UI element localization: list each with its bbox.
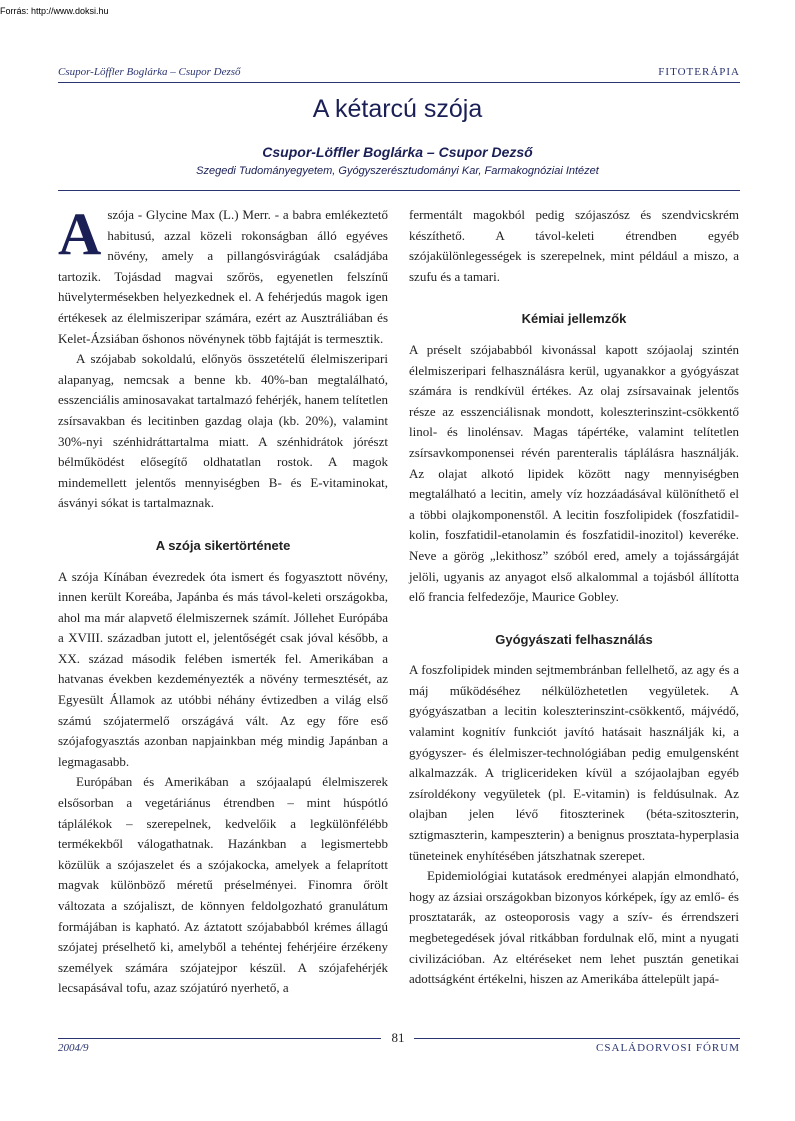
- paragraph: A szója Kínában évezredek óta ismert és fogyasztott növény, innen került Koreába, Japánba és más távol-keleti országokba, ahol ma már alapvető élelmiszernek számít. Jóllehet Európába a XVIII. században jutott el, jelentőségét csak jóval később, a XX. század második felében ismerték fel. Amerikában a hatvanas években kezdeményezték a növény termesztését, az Egyesült Államok az utóbbi néhány évtizedben a világ első számú szójatermelő országává vált. Az egy főre eső szójafogyasztás azonban napjainkban még mindig Japánban a legmagasabb.: [58, 568, 388, 769]
- running-header: [58, 64, 740, 83]
- footer-divider-right: [414, 1038, 740, 1039]
- header-authors: Csupor-Löffler Boglárka – Csupor Dezső: [58, 66, 241, 78]
- left-column: [58, 201, 388, 999]
- page-number: 81: [391, 1030, 405, 1045]
- paragraph: A szójabab sokoldalú, előnyös összetételű élelmiszeripari alapanyag, nemcsak a benne kb. 40%-ban megtalálható, esszenciális aminosavakat tartalmazó fehérjék, hanem telítetlen zsírsavakban és lecitinben gazdag olaja (kb. 20%), valamint 30%-nyi szénhidráttartalma miatt. A szénhidrátok jórészt bélműködést elősegítő oldhatatlan rostok. A magok mindemellett jelentős mennyiségben B- és E-vitaminokat, ásványi sókat is tartalmaznak.: [58, 351, 388, 511]
- footer-issue-date: 2004/9: [58, 1042, 89, 1054]
- paragraph: A préselt szójababból kivonással kapott szójaolaj szintén élelmiszeripari felhasználásra kerül, ugyanakkor a gyógyászat számára is rendkívül értékes. Az olaj zsírsavainak jelentős része az esszenciálisnak mondott, koleszterinszint-csökkentő linol- és linolénsav. Magas tápértéke, valamint telítetlen zsírsavkomponensei révén parenteralis táplálásra használják. Az olajat alkotó lipidek között nagy mennyiségben megtalálható a lecitin, amely víz hozzáadásával különíthető el a többi olajkomponenstől. A lecitin foszfolipidek (foszfatidil-kolin, foszfatidil-etanolamin és foszfatidil-inozitol) keveréke. Neve a görög „lekithosz” szóból ered, amely a tojássárgáját jelöli, ugyanis az anyagot első alkalommal a tojásból állította elő francia felfedezője, Maurice Gobley.: [409, 341, 739, 605]
- article-title: A kétarcú szója: [312, 95, 483, 123]
- source-note: Forrás: http://www.doksi.hu: [0, 6, 109, 16]
- header-section: FITOTERÁPIA: [658, 66, 740, 78]
- title-divider: [58, 190, 740, 191]
- article-byline: Csupor-Löffler Boglárka – Csupor Dezső: [262, 144, 533, 160]
- section-heading-history: A szója sikertörténete: [155, 537, 291, 553]
- section-heading-medical-use: Gyógyászati felhasználás: [495, 631, 653, 647]
- paragraph: Epidemiológiai kutatások eredményei alapján elmondható, hogy az ázsiai országokban bizonyos kórképek, így az emlő- és prosztatarák, az osteoporosis vagy a szív- és érrendszeri megbetegedések jóval ritkábban fordulnak elő, mint a nyugati civilizációban. Az eltéréseket nem lehet pusztán genetikai adottságként értékelni, hiszen az Amerikába áttelepült japá-: [409, 868, 739, 987]
- paragraph: A foszfolipidek minden sejtmembránban fellelhető, az agy és a máj működéséhez nélkülözhetetlen vegyületek. A gyógyászatban a lecitin koleszterinszint-csökkentő, májvédő, valamint kognitív funkciót javító hatásait használják ki, a gyógyszer- és élelmiszer-technológiában pedig emulgensként alkalmazzák. A triglicerideken kívül a szójaolajban egyéb zsíroldékony vegyületek (pl. E-vitamin) is feldúsulnak. Az olajban jelen lévő fitoszterinek (béta-szitoszterin, sztigmaszterin, kampeszterin) a benignus prosztata-hyperplasia tüneteinek enyhítésében játszhatnak szerepet.: [409, 662, 739, 863]
- footer-journal-name: CSALÁDORVOSI FÓRUM: [596, 1042, 740, 1054]
- intro-text: szója - Glycine Max (L.) Merr. - a babra emlékeztető habitusú, azzal közeli rokonságban álló egyéves növény, amely a pillangósvirágúak családjába tartozik. Tojásdad magvai szőrös, egyenetlen felszínű hüvelytermésekben helyezkednek el. A fehérjedús magok igen értékesek az élelmiszeripar számára, ezért az Ausztráliában és Kelet-Ázsiában őshonos növénynek több fajtáját is termesztik.: [58, 207, 388, 346]
- intro-paragraph: [58, 201, 388, 349]
- right-column: [409, 205, 739, 990]
- paragraph: Európában és Amerikában a szójaalapú élelmiszerek elsősorban a vegetáriánus étrendben – mint húspótló táplálékok – szerepelnek, kedvelőik a legkülönfélébb termékekből válogathatnak. Hazánkban a legismertebb közülük a szójaszelet és a szójakocka, amelyek a felaprított magvak különböző méretű préselményei. Finomra őrölt változata a szójaliszt, de könnyen feldolgozható granulátum formájában is kapható. Az áztatott szójababból krémes állagú szójatej préselhető ki, amelyből a tehéntej fehérjéire érzékeny személyek számára szójatejpor készül. A szójafehérjék lecsapásával tofu, azaz szójatúró nyerhető, a: [58, 774, 388, 996]
- paragraph: fermentált magokból pedig szójaszósz és szendvicskrém készíthető. A távol-keleti étrendben egyéb szójakülönlegességek is szerepelnek, mint például a miszo, a szufu és a tamari.: [409, 207, 739, 284]
- section-heading-chemistry: Kémiai jellemzők: [521, 311, 627, 327]
- article-affiliation: Szegedi Tudományegyetem, Gyógyszerésztudományi Kar, Farmakognóziai Intézet: [196, 165, 599, 177]
- drop-cap: A: [58, 201, 102, 267]
- footer-divider-left: [58, 1038, 381, 1039]
